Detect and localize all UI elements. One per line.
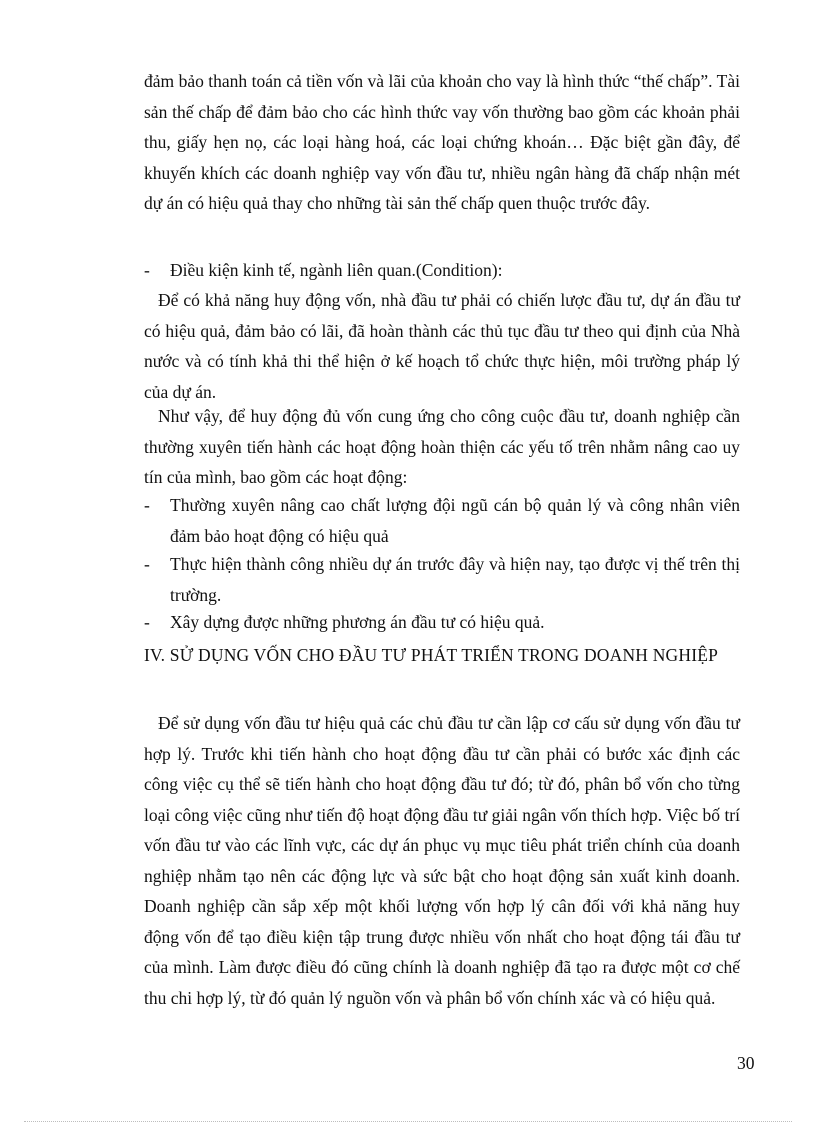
section-heading: IV. SỬ DỤNG VỐN CHO ĐẦU TƯ PHÁT TRIỂN TRONG DOANH NGHIỆP (144, 645, 719, 665)
paragraph-capital-ability: Để có khả năng huy động vốn, nhà đầu tư phải có chiến lược đầu tư, dự án đầu tư có hiệu quả, đảm bảo có lãi, đã hoàn thành các thủ tục đầu tư theo qui định của Nhà nước và có tính khả thi thể hiện ở kế hoạch tổ chức thực hiện, môi trường pháp lý của dự án. (144, 290, 740, 402)
bullet-condition (144, 255, 740, 286)
bullet-text: Thực hiện thành công nhiều dự án trước đây và hiện nay, tạo được vị thế trên thị trường. (170, 554, 740, 605)
bullet-marker: - (144, 495, 150, 515)
page-bottom-divider (24, 1121, 792, 1122)
page-number: 30 (737, 1053, 755, 1073)
bullet-successful-projects (144, 549, 740, 610)
paragraph-collateral: đảm bảo thanh toán cả tiền vốn và lãi của khoản cho vay là hình thức “thế chấp”. Tài sản thế chấp để đảm bảo cho các hình thức vay vốn thường bao gồm các khoản phải thu, giấy hẹn nọ, các loại hàng hoá, các loại chứng khoán… Đặc biệt gần đây, để khuyến khích các doanh nghiệp vay vốn đầu tư, nhiều ngân hàng đã chấp nhận mét dự án có hiệu quả thay cho những tài sản thế chấp quen thuộc trước đây. (144, 71, 740, 213)
paragraph-capital-usage: Để sử dụng vốn đầu tư hiệu quả các chủ đầu tư cần lập cơ cấu sử dụng vốn đầu tư hợp lý. Trước khi tiến hành cho hoạt động đầu tư cần phải có bước xác định các công việc cụ thể sẽ tiến hành cho hoạt động đầu tư đó; từ đó, phân bổ vốn cho từng loại công việc cũng như tiến độ hoạt động đầu tư giải ngân vốn thích hợp. Việc bố trí vốn đầu tư vào các lĩnh vực, các dự án phục vụ mục tiêu phát triển chính của doanh nghiệp nhằm tạo nên các động lực và sức bật cho hoạt động sản xuất kinh doanh. Doanh nghiệp cần sắp xếp một khối lượng vốn hợp lý cân đối với khả năng huy động vốn để tạo điều kiện tập trung được nhiều vốn nhất cho hoạt động tái đầu tư của mình. Làm được điều đó cũng chính là doanh nghiệp đã tạo ra được một cơ chế thu chi hợp lý, từ đó quản lý nguồn vốn và phân bổ vốn chính xác và có hiệu quả. (144, 713, 740, 1008)
bullet-marker: - (144, 260, 150, 280)
bullet-investment-plans (144, 607, 740, 638)
bullet-marker: - (144, 554, 150, 574)
bullet-text: Thường xuyên nâng cao chất lượng đội ngũ cán bộ quản lý và công nhân viên đảm bảo hoạt động có hiệu quả (170, 495, 740, 546)
bullet-text: Điều kiện kinh tế, ngành liên quan.(Condition): (170, 260, 503, 280)
bullet-improve-staff (144, 490, 740, 551)
paragraph-activities-intro: Như vậy, để huy động đủ vốn cung ứng cho công cuộc đầu tư, doanh nghiệp cần thường xuyên tiến hành các hoạt động hoàn thiện các yếu tố trên nhằm nâng cao uy tín của mình, bao gồm các hoạt động: (144, 406, 740, 487)
bullet-marker: - (144, 612, 150, 632)
bullet-text: Xây dựng được những phương án đầu tư có hiệu quả. (170, 612, 545, 632)
